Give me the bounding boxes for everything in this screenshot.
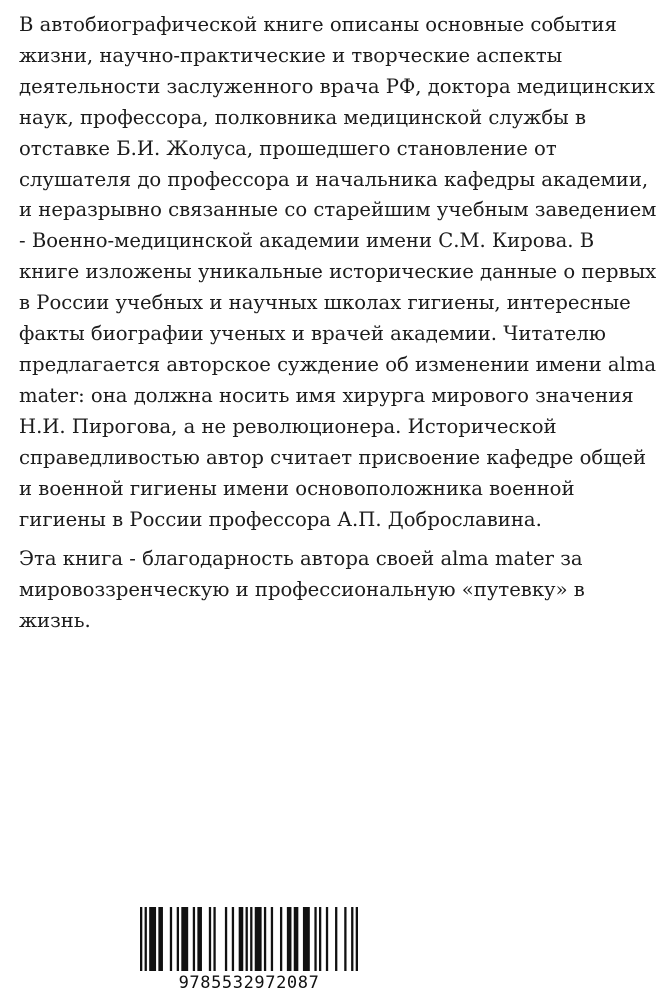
- barcode-bar: [335, 907, 337, 971]
- barcode-bar: [197, 907, 202, 971]
- barcode-bar: [351, 907, 353, 971]
- text-line: наук, профессора, полковника медицинской службы в: [19, 105, 586, 129]
- text-line: и неразрывно связанные со старейшим учебным заведением: [19, 198, 657, 222]
- barcode-bar: [264, 907, 266, 971]
- barcode-bar: [145, 907, 147, 971]
- barcode-bar: [255, 907, 262, 971]
- barcode-bar: [209, 907, 211, 971]
- text-line: слушателя до профессора и начальника кафедры академии,: [19, 167, 649, 191]
- barcode-bar: [314, 907, 316, 971]
- barcode-bar: [193, 907, 195, 971]
- barcode-bar: [303, 907, 310, 971]
- barcode-bar: [158, 907, 163, 971]
- text-line: гигиены в России профессора А.П. Доброславина.: [19, 507, 542, 531]
- barcode-bar: [246, 907, 248, 971]
- barcode-bar: [280, 907, 282, 971]
- barcode-bar: [181, 907, 188, 971]
- text-line: и военной гигиены имени основоположника военной: [19, 476, 575, 500]
- text-line: Н.И. Пирогова, а не революционера. Исторической: [19, 414, 557, 438]
- text-line: мировоззренческую и профессиональную «путевку» в: [19, 578, 585, 602]
- text-line: деятельности заслуженного врача РФ, доктора медицинских: [19, 74, 655, 98]
- text-line: В автобиографической книге описаны основные события: [19, 13, 617, 36]
- text-line: жизни, научно-практические и творческие аспекты: [19, 43, 563, 67]
- text-line: книге изложены уникальные исторические данные о первых: [19, 260, 657, 284]
- barcode-bar: [170, 907, 172, 971]
- barcode-bar: [319, 907, 321, 971]
- isbn-number: 9785532972087: [178, 973, 320, 993]
- text-line: Эта книга - благодарность автора своей alma mater за: [19, 547, 583, 571]
- barcode-bar: [232, 907, 234, 971]
- barcode-bar: [177, 907, 179, 971]
- barcode-bar: [250, 907, 252, 971]
- annotation-paragraph-1: [19, 10, 659, 535]
- barcode-bar: [356, 907, 358, 971]
- barcode-bar: [239, 907, 244, 971]
- barcode-bar: [326, 907, 328, 971]
- text-line: предлагается авторское суждение об изменении имени alma: [19, 352, 657, 376]
- annotation-paragraph-2: [19, 544, 659, 637]
- text-line: в России учебных и научных школах гигиены, интересные: [19, 291, 631, 315]
- text-line: mater: она должна носить имя хирурга мирового значения: [19, 383, 634, 407]
- text-line: отставке Б.И. Жолуса, прошедшего становление от: [19, 136, 557, 160]
- annotation-text: [19, 10, 659, 637]
- isbn-barcode: [140, 907, 358, 997]
- barcode-bar: [294, 907, 299, 971]
- barcode-bars: [140, 907, 358, 971]
- text-line: справедливостью автор считает присвоение кафедре общей: [19, 445, 647, 469]
- barcode-bar: [140, 907, 142, 971]
- barcode-bar: [213, 907, 215, 971]
- barcode-bar: [225, 907, 227, 971]
- text-line: факты биографии ученых и врачей академии. Читателю: [19, 322, 606, 346]
- barcode-bar: [271, 907, 273, 971]
- text-line: - Военно-медицинской академии имени С.М. Кирова. В: [19, 229, 595, 253]
- barcode-bar: [149, 907, 156, 971]
- barcode-bar: [344, 907, 346, 971]
- text-line: жизнь.: [19, 609, 91, 633]
- barcode-bar: [287, 907, 292, 971]
